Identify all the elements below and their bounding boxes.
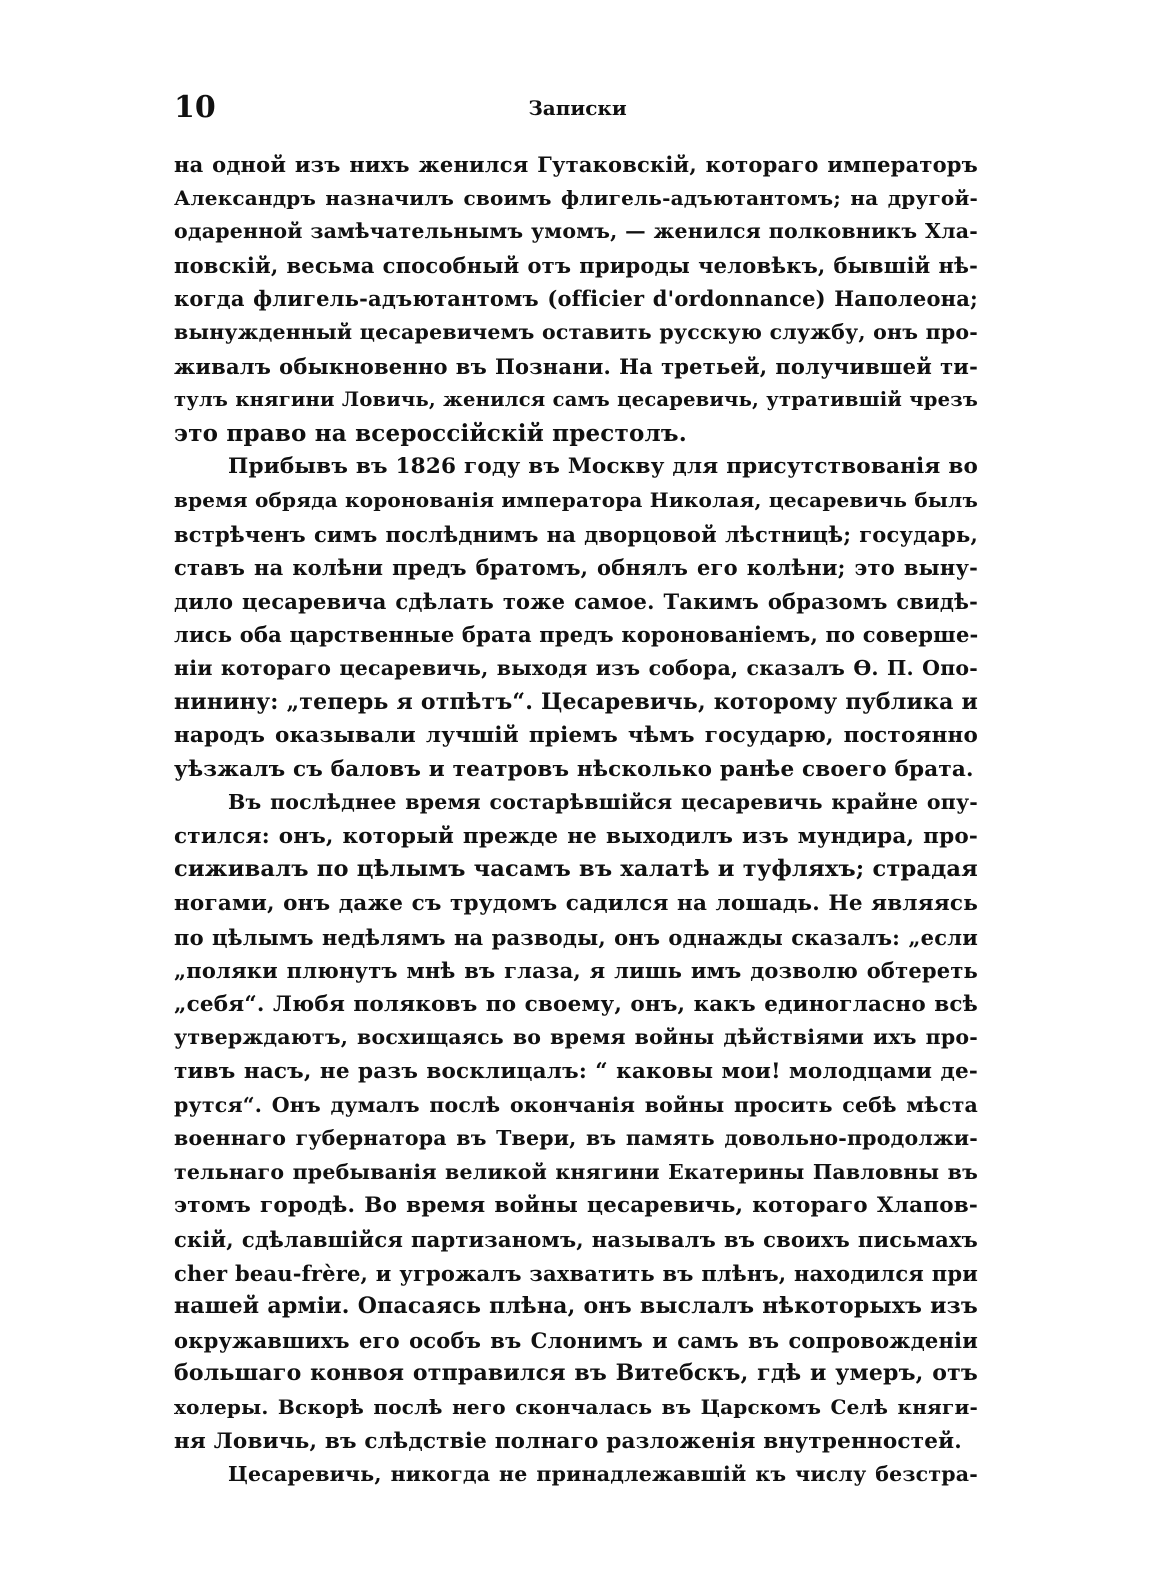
text-line: cher beau-frère, и угрожалъ захватить въ плѣнъ, находился при (174, 1260, 978, 1286)
text-line: стился: онъ, который прежде не выходилъ изъ мундира, про- (174, 823, 978, 849)
text-line: военнаго губернатора въ Твери, въ память довольно-продолжи- (174, 1126, 978, 1151)
text-line: уѣзжалъ съ баловъ и театровъ нѣсколько ранѣе своего брата. (174, 756, 974, 782)
text-line: окружавшихъ его особъ въ Слонимъ и самъ въ сопровожденіи (174, 1327, 978, 1353)
text-line: „себя“. Любя поляковъ по своему, онъ, какъ единогласно всѣ (174, 991, 978, 1017)
text-line: ня Ловичь, въ слѣдствіе полнаго разложенія внутренностей. (174, 1428, 962, 1454)
text-line: по цѣлымъ недѣлямъ на разводы, онъ однажды сказалъ: „если (174, 924, 978, 950)
text-line: Цесаревичь, никогда не принадлежавшій къ числу безстра- (228, 1462, 978, 1487)
text-line: когда флигель-адъютантомъ (officier d'ordonnance) Наполеона; (174, 286, 978, 312)
text-line: ніи котораго цесаревичь, выходя изъ собора, сказалъ Ѳ. П. Опо- (174, 655, 978, 680)
text-line: ставъ на колѣни предъ братомъ, обнялъ его колѣни; это выну- (174, 555, 978, 581)
text-line: скій, сдѣлавшійся партизаномъ, называлъ въ своихъ письмахъ (174, 1227, 978, 1252)
text-line: этомъ городѣ. Во время войны цесаревичь, котораго Хлапов- (174, 1193, 978, 1219)
text-line: холеры. Вскорѣ послѣ него скончалась въ Царскомъ Селѣ княги- (174, 1394, 978, 1419)
text-line: ногами, онъ даже съ трудомъ садился на лошадь. Не являясь (174, 891, 978, 917)
text-line: время обряда коронованія императора Николая, цесаревичь былъ (174, 487, 978, 512)
text-line: вынужденный цесаревичемъ оставить русскую службу, онъ про- (174, 319, 978, 344)
text-line: сиживалъ по цѣлымъ часамъ въ халатѣ и туфляхъ; страдая (174, 856, 978, 883)
page-number: 10 (174, 90, 216, 125)
text-line: тулъ княгини Ловичь, женился самъ цесаревичь, утратившій чрезъ (174, 388, 978, 412)
text-line: рутся“. Онъ думалъ послѣ окончанія войны просить себѣ мѣста (174, 1092, 978, 1117)
text-line: тельнаго пребыванія великой княгини Екатерины Павловны въ (174, 1159, 978, 1184)
text-line: тивъ насъ, не разъ восклицалъ: “ каковы мои! молодцами де- (174, 1059, 978, 1085)
text-line: нинину: „теперь я отпѣтъ“. Цесаревичь, которому публика и (174, 688, 978, 715)
text-line: на одной изъ нихъ женился Гутаковскій, котораго императоръ (174, 152, 978, 177)
text-line: одаренной замѣчательнымъ умомъ, — женился полковникъ Хла- (174, 219, 978, 244)
text-line: лись оба царственные брата предъ коронованіемъ, по соверше- (174, 622, 979, 648)
text-line: „поляки плюнутъ мнѣ въ глаза, я лишь имъ дозволю обтереть (174, 958, 978, 984)
text-line: встрѣченъ симъ послѣднимъ на дворцовой лѣстницѣ; государь, (174, 521, 978, 547)
text-line: утверждаютъ, восхищаясь во время войны дѣйствіями ихъ про- (174, 1025, 978, 1050)
text-line: Александръ назначилъ своимъ флигель-адъютантомъ; на другой- (174, 185, 978, 210)
text-line: это право на всероссійскій престолъ. (174, 419, 687, 447)
text-line: Въ послѣднее время состарѣвшійся цесаревичь крайне опу- (228, 790, 978, 815)
text-line: живалъ обыкновенно въ Познани. На третьей, получившей ти- (174, 353, 978, 379)
text-line: большаго конвоя отправился въ Витебскъ, гдѣ и умеръ, отъ (174, 1360, 978, 1387)
text-line: Прибывъ въ 1826 году въ Москву для присутствованія во (228, 454, 978, 480)
text-line: народъ оказывали лучшій пріемъ чѣмъ государю, постоянно (174, 723, 978, 749)
running-head (170, 88, 985, 128)
text-line: нашей арміи. Опасаясь плѣна, онъ выслалъ нѣкоторыхъ изъ (174, 1293, 978, 1320)
body-text (174, 148, 978, 1492)
text-line: повскій, весьма способный отъ природы человѣкъ, бывшій нѣ- (174, 252, 978, 278)
text-line: дило цесаревича сдѣлать тоже самое. Такимъ образомъ свидѣ- (174, 588, 978, 614)
running-title: Записки (528, 96, 627, 120)
